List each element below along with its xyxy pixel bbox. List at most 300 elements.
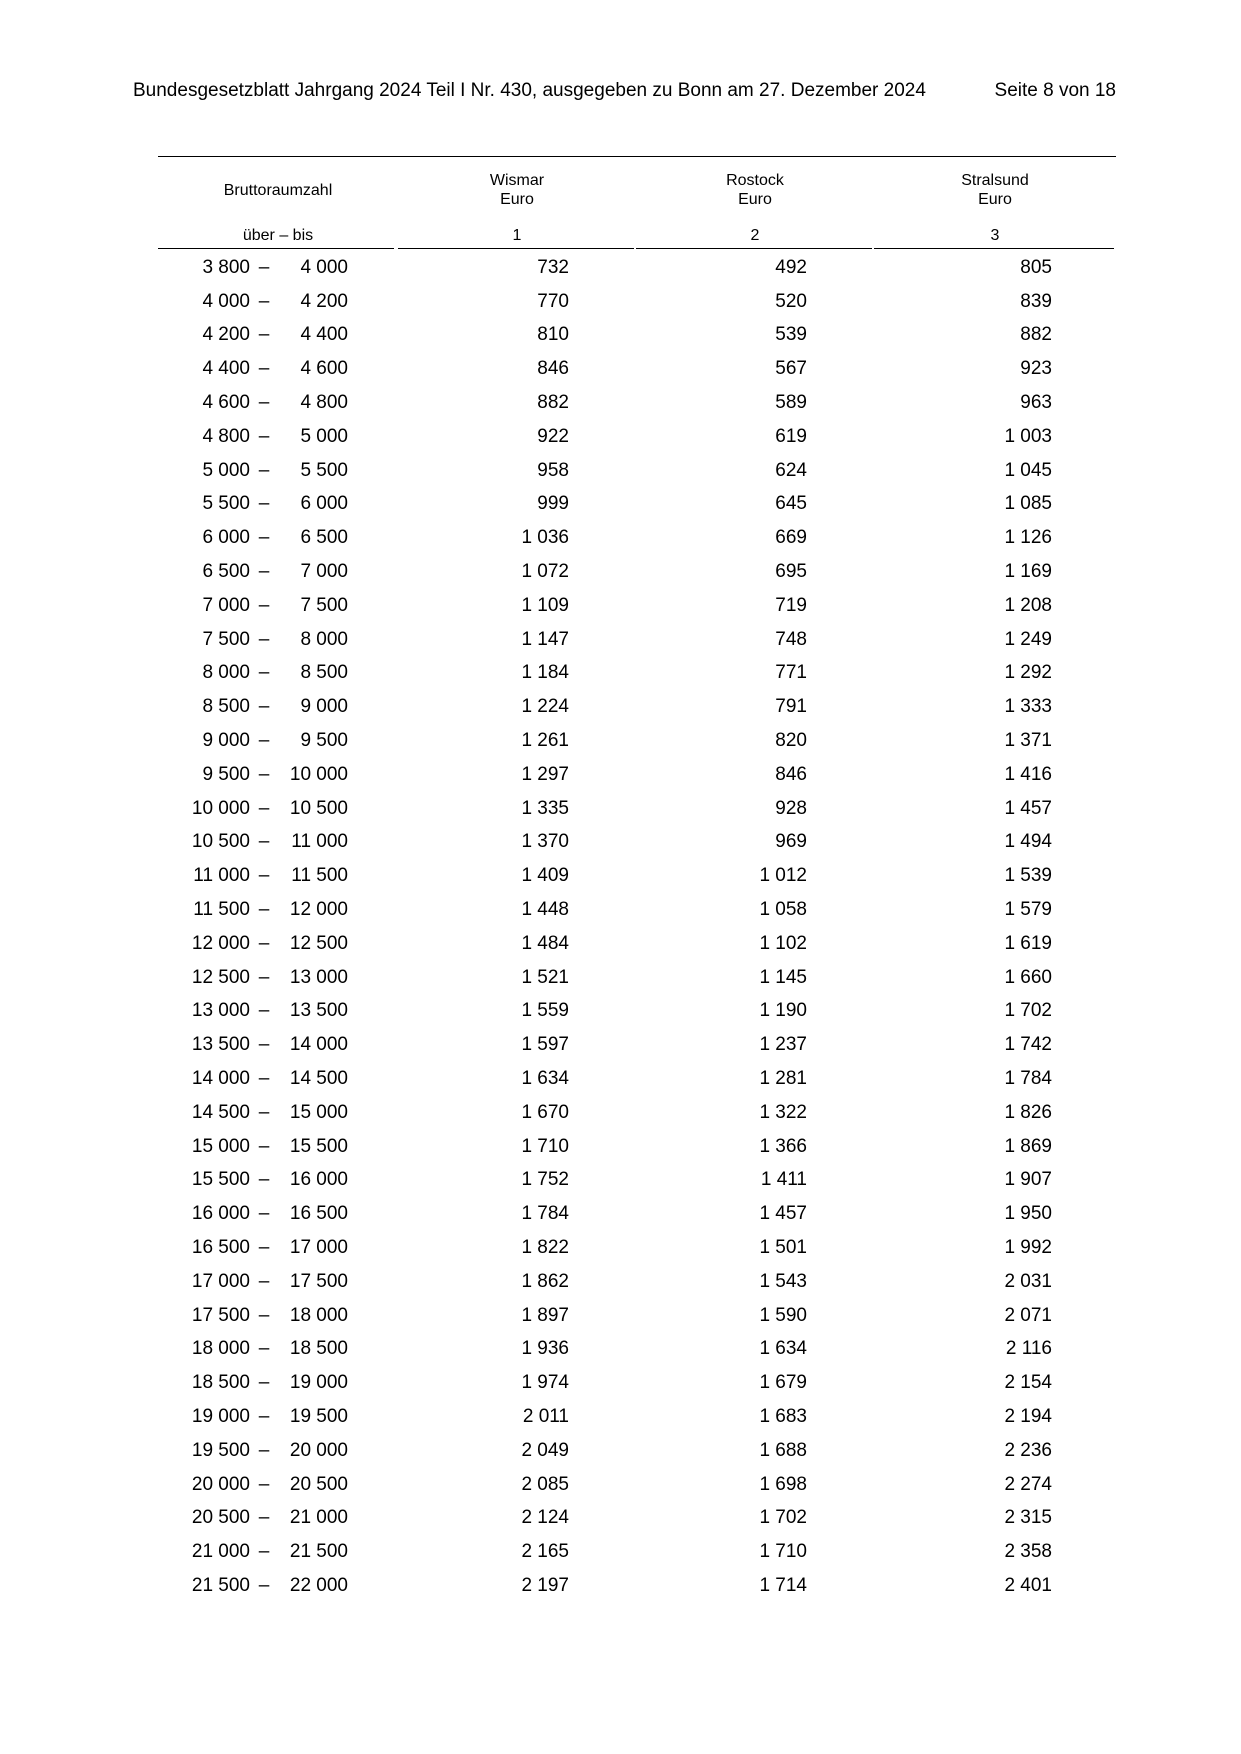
range-from: 10 000 xyxy=(191,797,250,819)
stralsund-fee: 1 702 xyxy=(1004,1000,1052,1022)
gross-tonnage-range xyxy=(158,696,348,718)
range-dash: – xyxy=(258,527,270,549)
gross-tonnage-range xyxy=(158,493,348,515)
stralsund-fee: 1 660 xyxy=(1004,966,1052,988)
range-to: 18 500 xyxy=(289,1338,348,1360)
table-row xyxy=(158,386,1116,420)
range-to: 10 500 xyxy=(289,797,348,819)
gross-tonnage-range xyxy=(158,1203,348,1225)
gross-tonnage-range xyxy=(158,831,348,853)
range-to: 19 500 xyxy=(289,1405,348,1427)
rostock-fee: 846 xyxy=(775,763,807,785)
rostock-fee: 719 xyxy=(775,594,807,616)
wismar-fee: 1 634 xyxy=(521,1068,569,1090)
stralsund-fee: 923 xyxy=(1020,358,1052,380)
gross-tonnage-range xyxy=(158,426,348,448)
wismar-fee: 1 036 xyxy=(521,527,569,549)
table-row xyxy=(158,251,1116,285)
range-dash: – xyxy=(258,1439,270,1461)
wismar-fee: 1 261 xyxy=(521,730,569,752)
gross-tonnage-range xyxy=(158,1507,348,1529)
stralsund-fee: 1 869 xyxy=(1004,1135,1052,1157)
stralsund-fee: 1 457 xyxy=(1004,797,1052,819)
gross-tonnage-range xyxy=(158,1406,348,1428)
gross-tonnage-range xyxy=(158,1440,348,1462)
wismar-fee: 1 370 xyxy=(521,831,569,853)
range-from: 8 500 xyxy=(202,696,250,718)
stralsund-fee: 839 xyxy=(1020,290,1052,312)
wismar-fee: 1 448 xyxy=(521,899,569,921)
column-header-rostock: Rostock Euro xyxy=(726,172,784,208)
wismar-fee: 1 822 xyxy=(521,1237,569,1258)
table-row xyxy=(158,285,1116,319)
table-row xyxy=(158,420,1116,454)
range-to: 4 800 xyxy=(300,392,348,414)
table-row xyxy=(158,454,1116,488)
rostock-fee: 1 698 xyxy=(759,1473,807,1495)
wismar-fee: 2 165 xyxy=(521,1541,569,1563)
rostock-fee: 645 xyxy=(775,493,807,515)
range-dash: – xyxy=(258,459,270,481)
range-dash: – xyxy=(258,1068,270,1090)
rostock-fee: 1 058 xyxy=(759,899,807,921)
gross-tonnage-range xyxy=(158,460,348,482)
wismar-fee: 1 224 xyxy=(521,696,569,718)
table-row xyxy=(158,1130,1116,1164)
gross-tonnage-range xyxy=(158,1541,348,1563)
stralsund-fee: 2 194 xyxy=(1004,1405,1052,1427)
rostock-fee: 1 702 xyxy=(759,1507,807,1529)
gross-tonnage-range xyxy=(158,1136,348,1158)
range-from: 4 000 xyxy=(202,290,250,312)
stralsund-fee: 1 784 xyxy=(1004,1068,1052,1090)
stralsund-fee: 2 358 xyxy=(1004,1541,1052,1563)
range-dash: – xyxy=(258,1034,270,1056)
range-from: 21 000 xyxy=(191,1541,250,1563)
column-header-gross-tonnage: Bruttoraumzahl xyxy=(223,181,333,199)
wismar-fee: 1 710 xyxy=(521,1135,569,1157)
gross-tonnage-range xyxy=(158,324,348,346)
rostock-fee: 791 xyxy=(775,696,807,718)
stralsund-fee: 2 116 xyxy=(1005,1338,1052,1360)
rostock-fee: 624 xyxy=(775,459,807,481)
table-row xyxy=(158,1231,1116,1265)
stralsund-fee: 1 085 xyxy=(1004,493,1052,515)
gross-tonnage-range xyxy=(158,629,348,651)
column-sub-range: über – bis xyxy=(242,227,314,244)
gross-tonnage-range xyxy=(158,865,348,887)
range-dash: – xyxy=(258,628,270,650)
range-from: 16 000 xyxy=(191,1203,250,1225)
range-from: 16 500 xyxy=(191,1237,250,1258)
range-dash: – xyxy=(258,763,270,785)
range-from: 4 400 xyxy=(202,358,250,380)
gross-tonnage-range xyxy=(158,561,348,583)
wismar-fee: 2 124 xyxy=(521,1507,569,1529)
table-row xyxy=(158,555,1116,589)
range-dash: – xyxy=(258,831,270,853)
stralsund-fee: 2 274 xyxy=(1004,1473,1052,1495)
range-dash: – xyxy=(258,561,270,583)
gross-tonnage-range xyxy=(158,291,348,313)
rostock-fee: 567 xyxy=(775,358,807,380)
range-dash: – xyxy=(258,1372,270,1394)
range-to: 5 000 xyxy=(300,425,348,447)
wismar-fee: 1 109 xyxy=(521,594,569,616)
table-row xyxy=(158,1434,1116,1468)
range-from: 19 500 xyxy=(191,1439,250,1461)
fee-table xyxy=(158,156,1116,1603)
range-from: 5 500 xyxy=(202,493,250,515)
range-dash: – xyxy=(258,358,270,380)
table-row xyxy=(158,657,1116,691)
wismar-fee: 1 072 xyxy=(521,561,569,583)
stralsund-fee: 882 xyxy=(1020,324,1052,346)
page-number: Seite 8 von 18 xyxy=(994,80,1116,101)
range-from: 3 800 xyxy=(202,256,250,278)
range-dash: – xyxy=(258,1169,270,1191)
stralsund-fee: 2 031 xyxy=(1004,1270,1052,1292)
stralsund-fee: 1 742 xyxy=(1004,1034,1052,1056)
range-dash: – xyxy=(258,425,270,447)
rostock-fee: 1 457 xyxy=(759,1203,807,1225)
range-from: 4 800 xyxy=(202,425,250,447)
gross-tonnage-range xyxy=(158,662,348,684)
gross-tonnage-range xyxy=(158,730,348,752)
table-row xyxy=(158,1265,1116,1299)
table-row xyxy=(158,1197,1116,1231)
range-to: 20 500 xyxy=(289,1473,348,1495)
range-to: 16 000 xyxy=(289,1169,348,1191)
gross-tonnage-range xyxy=(158,1237,348,1259)
table-row xyxy=(158,521,1116,555)
gross-tonnage-range xyxy=(158,595,348,617)
wismar-fee: 958 xyxy=(537,459,569,481)
range-to: 22 000 xyxy=(289,1574,348,1596)
wismar-fee: 1 597 xyxy=(521,1034,569,1056)
stralsund-fee: 2 236 xyxy=(1004,1439,1052,1461)
range-to: 18 000 xyxy=(289,1304,348,1326)
gross-tonnage-range xyxy=(158,1305,348,1327)
rostock-fee: 771 xyxy=(775,662,807,684)
range-from: 6 000 xyxy=(202,527,250,549)
range-from: 9 000 xyxy=(202,730,250,752)
wismar-fee: 999 xyxy=(537,493,569,515)
wismar-fee: 770 xyxy=(537,290,569,312)
range-to: 16 500 xyxy=(289,1203,348,1225)
range-dash: – xyxy=(258,1541,270,1563)
range-dash: – xyxy=(258,256,270,278)
table-row xyxy=(158,995,1116,1029)
wismar-fee: 1 335 xyxy=(521,797,569,819)
gross-tonnage-range xyxy=(158,1474,348,1496)
rostock-fee: 1 237 xyxy=(759,1034,807,1056)
stralsund-fee: 2 315 xyxy=(1004,1507,1052,1529)
header-rule xyxy=(636,248,872,249)
rostock-fee: 1 710 xyxy=(759,1541,807,1563)
stralsund-fee: 805 xyxy=(1020,256,1052,278)
range-dash: – xyxy=(258,1405,270,1427)
gross-tonnage-range xyxy=(158,933,348,955)
range-to: 21 500 xyxy=(289,1541,348,1563)
stralsund-fee: 1 333 xyxy=(1004,696,1052,718)
range-to: 9 500 xyxy=(300,730,348,752)
table-row xyxy=(158,488,1116,522)
table-row xyxy=(158,690,1116,724)
wismar-fee: 1 862 xyxy=(521,1270,569,1292)
table-row xyxy=(158,1299,1116,1333)
range-dash: – xyxy=(258,1270,270,1292)
range-to: 15 000 xyxy=(289,1101,348,1123)
stralsund-fee: 2 154 xyxy=(1004,1372,1052,1394)
range-from: 11 000 xyxy=(193,865,250,887)
rostock-fee: 1 366 xyxy=(759,1135,807,1157)
range-dash: – xyxy=(258,324,270,346)
rostock-fee: 1 688 xyxy=(759,1439,807,1461)
range-to: 8 500 xyxy=(300,662,348,684)
rostock-fee: 539 xyxy=(775,324,807,346)
rostock-fee: 1 102 xyxy=(759,932,807,954)
range-to: 8 000 xyxy=(300,628,348,650)
range-to: 4 600 xyxy=(300,358,348,380)
table-row xyxy=(158,1569,1116,1603)
range-dash: – xyxy=(258,966,270,988)
range-from: 4 200 xyxy=(202,324,250,346)
wismar-fee: 1 409 xyxy=(521,865,569,887)
rostock-fee: 492 xyxy=(775,256,807,278)
range-from: 14 500 xyxy=(191,1101,250,1123)
wismar-fee: 2 197 xyxy=(521,1574,569,1596)
stralsund-fee: 2 071 xyxy=(1004,1304,1052,1326)
range-to: 13 500 xyxy=(289,1000,348,1022)
wismar-fee: 810 xyxy=(537,324,569,346)
column-header-wismar: Wismar Euro xyxy=(489,172,545,208)
range-from: 10 500 xyxy=(191,831,250,853)
rostock-fee: 619 xyxy=(775,425,807,447)
wismar-fee: 922 xyxy=(537,425,569,447)
range-dash: – xyxy=(258,1237,270,1258)
table-row xyxy=(158,792,1116,826)
table-row xyxy=(158,826,1116,860)
wismar-fee: 1 147 xyxy=(521,628,569,650)
rostock-fee: 1 322 xyxy=(759,1101,807,1123)
table-row xyxy=(158,1062,1116,1096)
table-row xyxy=(158,1400,1116,1434)
range-from: 5 000 xyxy=(202,459,250,481)
rostock-fee: 1 683 xyxy=(759,1405,807,1427)
range-to: 14 500 xyxy=(289,1068,348,1090)
rostock-fee: 820 xyxy=(775,730,807,752)
stralsund-fee: 1 992 xyxy=(1004,1237,1052,1258)
range-dash: – xyxy=(258,899,270,921)
gross-tonnage-range xyxy=(158,527,348,549)
rostock-fee: 1 411 xyxy=(760,1169,807,1191)
rostock-fee: 969 xyxy=(775,831,807,853)
range-from: 12 500 xyxy=(191,966,250,988)
rostock-fee: 695 xyxy=(775,561,807,583)
wismar-fee: 1 936 xyxy=(521,1338,569,1360)
table-row xyxy=(158,589,1116,623)
rostock-fee: 669 xyxy=(775,527,807,549)
range-dash: – xyxy=(258,1473,270,1495)
gross-tonnage-range xyxy=(158,1102,348,1124)
range-dash: – xyxy=(258,662,270,684)
rostock-fee: 928 xyxy=(775,797,807,819)
stralsund-fee: 1 292 xyxy=(1004,662,1052,684)
gross-tonnage-range xyxy=(158,1372,348,1394)
range-to: 14 000 xyxy=(289,1034,348,1056)
rostock-fee: 1 679 xyxy=(759,1372,807,1394)
rostock-fee: 1 145 xyxy=(759,966,807,988)
rostock-fee: 1 501 xyxy=(759,1237,807,1258)
wismar-fee: 1 297 xyxy=(521,763,569,785)
rostock-fee: 1 190 xyxy=(759,1000,807,1022)
range-dash: – xyxy=(258,290,270,312)
range-dash: – xyxy=(258,1507,270,1529)
stralsund-fee: 1 907 xyxy=(1004,1169,1052,1191)
range-to: 7 500 xyxy=(300,594,348,616)
table-row xyxy=(158,893,1116,927)
gross-tonnage-range xyxy=(158,967,348,989)
range-dash: – xyxy=(258,797,270,819)
stralsund-fee: 1 003 xyxy=(1004,425,1052,447)
table-row xyxy=(158,927,1116,961)
range-from: 13 500 xyxy=(191,1034,250,1056)
gross-tonnage-range xyxy=(158,392,348,414)
wismar-fee: 1 559 xyxy=(521,1000,569,1022)
range-to: 4 400 xyxy=(300,324,348,346)
gross-tonnage-range xyxy=(158,1575,348,1597)
range-from: 17 500 xyxy=(191,1304,250,1326)
wismar-fee: 2 085 xyxy=(521,1473,569,1495)
stralsund-fee: 1 045 xyxy=(1004,459,1052,481)
range-to: 4 000 xyxy=(300,256,348,278)
rostock-fee: 1 012 xyxy=(759,865,807,887)
column-sub-3: 3 xyxy=(990,227,1000,244)
rostock-fee: 748 xyxy=(775,628,807,650)
range-dash: – xyxy=(258,932,270,954)
wismar-fee: 1 670 xyxy=(521,1101,569,1123)
stralsund-fee: 1 126 xyxy=(1004,527,1052,549)
range-dash: – xyxy=(258,594,270,616)
range-from: 12 000 xyxy=(191,932,250,954)
range-from: 15 500 xyxy=(191,1169,250,1191)
stralsund-fee: 1 416 xyxy=(1004,763,1052,785)
range-dash: – xyxy=(258,1000,270,1022)
range-from: 14 000 xyxy=(191,1068,250,1090)
range-to: 5 500 xyxy=(300,459,348,481)
column-sub-1: 1 xyxy=(512,227,522,244)
range-to: 12 000 xyxy=(289,899,348,921)
range-to: 19 000 xyxy=(289,1372,348,1394)
publication-title: Bundesgesetzblatt Jahrgang 2024 Teil I Nr. 430, ausgegeben zu Bonn am 27. Dezember 2024 xyxy=(133,80,926,101)
stralsund-fee: 1 169 xyxy=(1004,561,1052,583)
gross-tonnage-range xyxy=(158,1034,348,1056)
table-row xyxy=(158,1366,1116,1400)
rostock-fee: 1 634 xyxy=(759,1338,807,1360)
range-dash: – xyxy=(258,493,270,515)
range-to: 20 000 xyxy=(289,1439,348,1461)
table-body xyxy=(158,251,1116,1603)
range-to: 6 000 xyxy=(300,493,348,515)
range-from: 7 500 xyxy=(202,628,250,650)
range-to: 13 000 xyxy=(289,966,348,988)
range-from: 7 000 xyxy=(202,594,250,616)
rostock-fee: 1 281 xyxy=(759,1068,807,1090)
range-from: 6 500 xyxy=(202,561,250,583)
table-row xyxy=(158,1028,1116,1062)
range-from: 4 600 xyxy=(202,392,250,414)
gross-tonnage-range xyxy=(158,899,348,921)
wismar-fee: 1 184 xyxy=(521,662,569,684)
table-row xyxy=(158,319,1116,353)
range-dash: – xyxy=(258,392,270,414)
range-from: 20 500 xyxy=(191,1507,250,1529)
range-to: 17 000 xyxy=(289,1237,348,1258)
range-from: 21 500 xyxy=(191,1574,250,1596)
range-from: 11 500 xyxy=(193,899,250,921)
table-row xyxy=(158,1535,1116,1569)
range-from: 15 000 xyxy=(191,1135,250,1157)
range-to: 21 000 xyxy=(289,1507,348,1529)
gross-tonnage-range xyxy=(158,764,348,786)
range-dash: – xyxy=(258,1203,270,1225)
gross-tonnage-range xyxy=(158,1068,348,1090)
stralsund-fee: 1 826 xyxy=(1004,1101,1052,1123)
stralsund-fee: 1 579 xyxy=(1004,899,1052,921)
range-from: 19 000 xyxy=(191,1405,250,1427)
header-rule xyxy=(158,248,394,249)
wismar-fee: 1 484 xyxy=(521,932,569,954)
table-subheader-row xyxy=(158,223,1116,245)
stralsund-fee: 1 371 xyxy=(1004,730,1052,752)
wismar-fee: 2 049 xyxy=(521,1439,569,1461)
range-to: 15 500 xyxy=(289,1135,348,1157)
wismar-fee: 1 897 xyxy=(521,1304,569,1326)
range-to: 12 500 xyxy=(289,932,348,954)
stralsund-fee: 1 619 xyxy=(1004,932,1052,954)
gross-tonnage-range xyxy=(158,358,348,380)
gross-tonnage-range xyxy=(158,1338,348,1360)
range-dash: – xyxy=(258,1101,270,1123)
column-sub-2: 2 xyxy=(750,227,760,244)
range-from: 18 000 xyxy=(191,1338,250,1360)
table-row xyxy=(158,1468,1116,1502)
range-from: 20 000 xyxy=(191,1473,250,1495)
range-to: 10 000 xyxy=(289,763,348,785)
header-rule xyxy=(874,248,1114,249)
stralsund-fee: 1 950 xyxy=(1004,1203,1052,1225)
table-header-row xyxy=(158,157,1116,223)
stralsund-fee: 1 249 xyxy=(1004,628,1052,650)
table-row xyxy=(158,1164,1116,1198)
range-to: 4 200 xyxy=(300,290,348,312)
gross-tonnage-range xyxy=(158,1169,348,1191)
range-dash: – xyxy=(258,1338,270,1360)
range-to: 9 000 xyxy=(300,696,348,718)
range-to: 17 500 xyxy=(289,1270,348,1292)
range-to: 7 000 xyxy=(300,561,348,583)
wismar-fee: 732 xyxy=(537,256,569,278)
table-row xyxy=(158,859,1116,893)
wismar-fee: 1 521 xyxy=(521,966,569,988)
rostock-fee: 520 xyxy=(775,290,807,312)
wismar-fee: 882 xyxy=(537,392,569,414)
table-row xyxy=(158,1333,1116,1367)
range-dash: – xyxy=(258,1304,270,1326)
rostock-fee: 589 xyxy=(775,392,807,414)
gross-tonnage-range xyxy=(158,1271,348,1293)
